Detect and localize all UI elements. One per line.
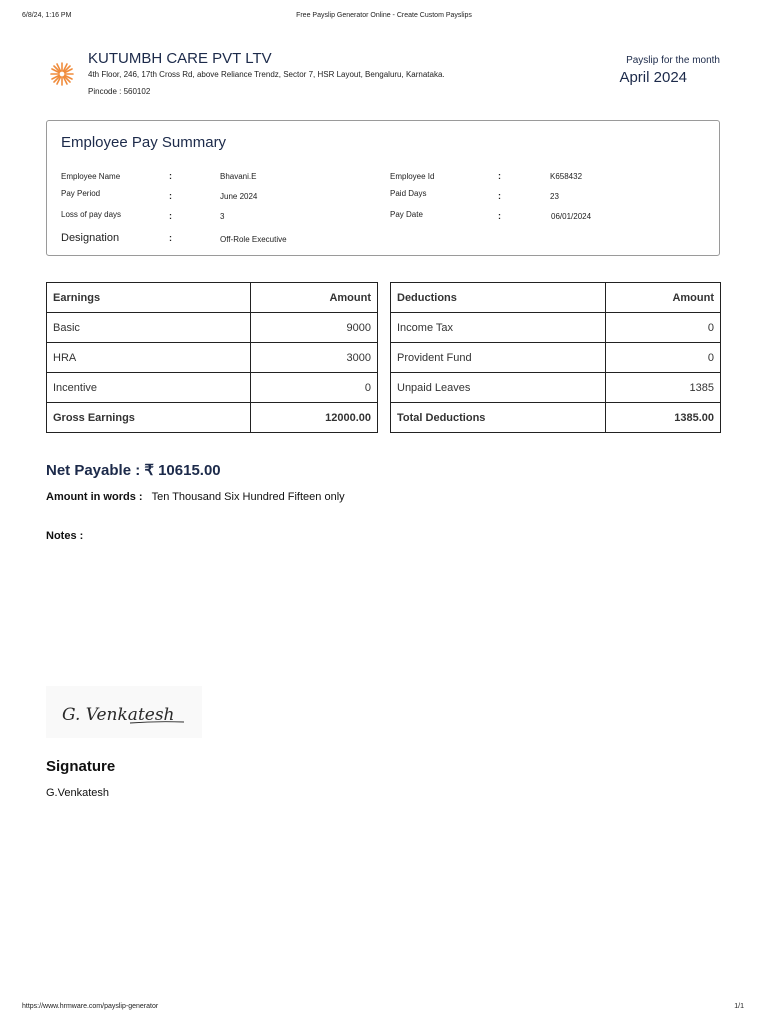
deduction-label: Income Tax (391, 313, 606, 343)
table-row (47, 313, 378, 343)
print-datetime: 6/8/24, 1:16 PM (22, 12, 72, 19)
deductions-table (390, 282, 721, 433)
colon: : (169, 233, 172, 243)
company-logo (50, 62, 74, 86)
designation-value: Off-Role Executive (220, 235, 287, 244)
table-header-row (47, 283, 378, 313)
notes-label: Notes : (46, 530, 84, 542)
earning-label: HRA (47, 343, 251, 373)
table-header-row (391, 283, 721, 313)
total-deductions-amount: 1385.00 (605, 403, 720, 433)
signatory-name: G.Venkatesh (46, 787, 109, 799)
print-page-number: 1/1 (734, 1003, 744, 1010)
deduction-label: Provident Fund (391, 343, 606, 373)
designation-label: Designation (61, 232, 120, 244)
earnings-table (46, 282, 378, 433)
amount-header: Amount (251, 283, 378, 313)
pay-period-label: Pay Period (61, 189, 101, 198)
employee-name-value: Bhavani.E (220, 172, 257, 181)
gross-earnings-amount: 12000.00 (251, 403, 378, 433)
employee-name-label: Employee Name (61, 172, 121, 181)
handwritten-signature (46, 686, 202, 738)
table-row (47, 373, 378, 403)
total-deductions-label: Total Deductions (391, 403, 606, 433)
company-pincode: Pincode : 560102 (88, 87, 151, 96)
signature-image (46, 686, 202, 738)
employee-id-value: K658432 (550, 172, 583, 181)
paid-days-label: Paid Days (390, 189, 427, 198)
employee-id-label: Employee Id (390, 172, 435, 181)
payslip-month-value: April 2024 (619, 69, 687, 86)
colon: : (498, 171, 501, 181)
earnings-header: Earnings (47, 283, 251, 313)
earning-label: Incentive (47, 373, 251, 403)
sunburst-icon (50, 62, 74, 86)
table-total-row (391, 403, 721, 433)
pay-date-value: 06/01/2024 (551, 212, 592, 221)
company-name: KUTUMBH CARE PVT LTV (88, 50, 272, 67)
colon: : (169, 211, 172, 221)
earning-amount: 9000 (251, 313, 378, 343)
pay-period-value: June 2024 (220, 192, 258, 201)
table-row (391, 373, 721, 403)
loss-of-pay-days-value: 3 (220, 212, 225, 221)
print-page-title: Free Payslip Generator Online - Create Custom Payslips (296, 12, 472, 19)
amount-header: Amount (605, 283, 720, 313)
earning-label: Basic (47, 313, 251, 343)
table-row (391, 313, 721, 343)
amount-in-words-label: Amount in words : (46, 491, 143, 503)
pay-date-label: Pay Date (390, 210, 423, 219)
earning-amount: 3000 (251, 343, 378, 373)
deduction-amount: 0 (605, 313, 720, 343)
net-payable: Net Payable : ₹ 10615.00 (46, 462, 221, 479)
deduction-label: Unpaid Leaves (391, 373, 606, 403)
payslip-month-label: Payslip for the month (626, 55, 720, 66)
deductions-header: Deductions (391, 283, 606, 313)
table-row (391, 343, 721, 373)
colon: : (498, 191, 501, 201)
earning-amount: 0 (251, 373, 378, 403)
gross-earnings-label: Gross Earnings (47, 403, 251, 433)
employee-pay-summary (46, 120, 720, 256)
signature-title: Signature (46, 758, 116, 775)
loss-of-pay-days-label: Loss of pay days (61, 210, 122, 219)
amount-in-words (46, 491, 345, 503)
paid-days-value: 23 (550, 192, 559, 201)
print-url: https://www.hrmware.com/payslip-generator (22, 1003, 159, 1010)
summary-title: Employee Pay Summary (61, 134, 227, 151)
signature-text: G. Venkatesh (62, 705, 175, 725)
colon: : (169, 191, 172, 201)
deduction-amount: 1385 (605, 373, 720, 403)
table-total-row (47, 403, 378, 433)
company-address: 4th Floor, 246, 17th Cross Rd, above Reliance Trendz, Sector 7, HSR Layout, Bengaluru, Karnataka. (88, 70, 445, 79)
deduction-amount: 0 (605, 343, 720, 373)
table-row (47, 343, 378, 373)
colon: : (169, 171, 172, 181)
amount-in-words-value: Ten Thousand Six Hundred Fifteen only (151, 491, 345, 503)
colon: : (498, 211, 501, 221)
